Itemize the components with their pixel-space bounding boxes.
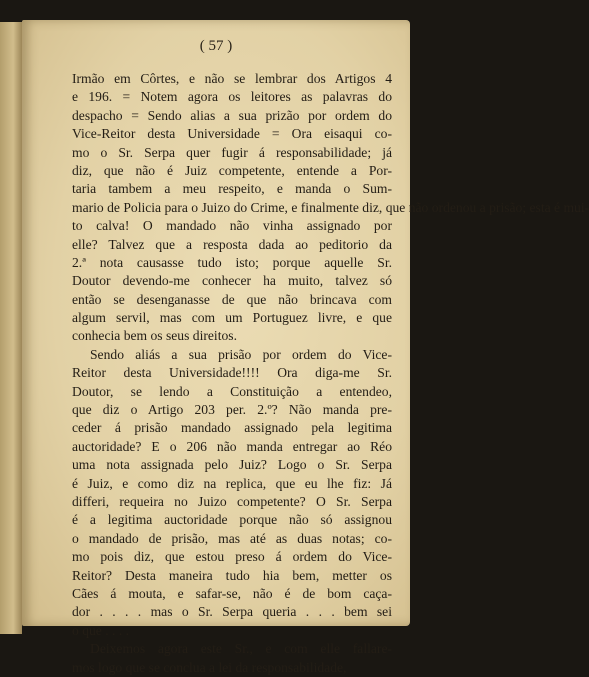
text-line: mos logo que se conclua a lei da responsabilidade, [72, 659, 347, 675]
book-page [22, 20, 589, 675]
text-line: que diz o Artigo 203 per. 2.º? Não manda pre- [72, 402, 392, 418]
text-line: mo o Sr. Serpa quer fugir á responsabilidade; já [72, 144, 392, 160]
text-line: auctoridade? E o 206 não manda entregar ao Réo [72, 438, 392, 454]
left-page-edge [0, 22, 22, 634]
text-line: uma nota assignada pelo Juiz? Logo o Sr. Serpa [72, 457, 392, 473]
text-line: elle? Talvez que a resposta dada ao peditorio da [72, 236, 392, 252]
text-line: ceder á prisão mandado assignado pela legitima [72, 420, 392, 436]
text-line: conhecia bem os seus direitos. [72, 328, 237, 344]
text-line: Irmão em Côrtes, e não se lembrar dos Artigos 4 [72, 71, 392, 86]
text-line: Reitor desta Universidade!!!! Ora diga-me Sr. [72, 365, 392, 381]
body-text [72, 70, 589, 677]
text-line: diz, que não é Juiz competente, entende a Por- [72, 162, 392, 178]
text-line: e 196. = Notem agora os leitores as palavras do [72, 89, 392, 105]
text-line: mo pois diz, que estou preso á ordem do Vice- [72, 549, 392, 565]
page-number: ( 57 ) [199, 38, 233, 54]
text-line: Cães á mouta, e safar-se, não é de bom caça- [72, 585, 392, 601]
text-line: algum servil, mas com um Portuguez livre, e que [72, 310, 392, 326]
text-line: então se desenganasse de que não brincava com [72, 291, 392, 307]
text-line: o mandado de prisão, mas até as duas notas; co- [72, 530, 392, 546]
text-line: Doutor devendo-me conhecer ha muito, talvez só [72, 273, 392, 289]
text-line: é Juiz, e como diz na replica, que eu lhe fiz: Já [72, 475, 392, 491]
text-line: Sendo aliás a sua prisão por ordem do Vice- [90, 346, 392, 362]
text-line: 2.ª nota causasse tudo isto; porque aquelle Sr. [72, 254, 392, 270]
text-line: to calva! O mandado não vinha assignado por [72, 218, 392, 234]
text-line: mario de Policia para o Juizo do Crime, e finalmente diz, que não ordenou a prisão; esta é mui- [72, 199, 589, 215]
text-line: differi, requeira no Juizo competente? O Sr. Serpa [72, 493, 392, 509]
text-line: Doutor, se lendo a Constituição a entendeo, [72, 383, 392, 399]
text-line: dor . . . . mas o Sr. Serpa queria . . . bem sei [72, 604, 392, 620]
text-line: despacho = Sendo alias a sua prizão por ordem do [72, 107, 392, 123]
text-line: o que . . . . [72, 622, 130, 638]
text-line: Vice-Reitor desta Universidade = Ora eisaqui co- [72, 126, 392, 142]
text-line: taria tambem a meu respeito, e manda o Sum- [72, 181, 392, 197]
text-line: é a legitima auctoridade porque não só assignou [72, 512, 392, 528]
text-line: Deixemos agora este Sr., e com elle fallare- [90, 641, 392, 657]
text-line: Reitor? Desta maneira tudo hia bem, metter os [72, 567, 392, 583]
